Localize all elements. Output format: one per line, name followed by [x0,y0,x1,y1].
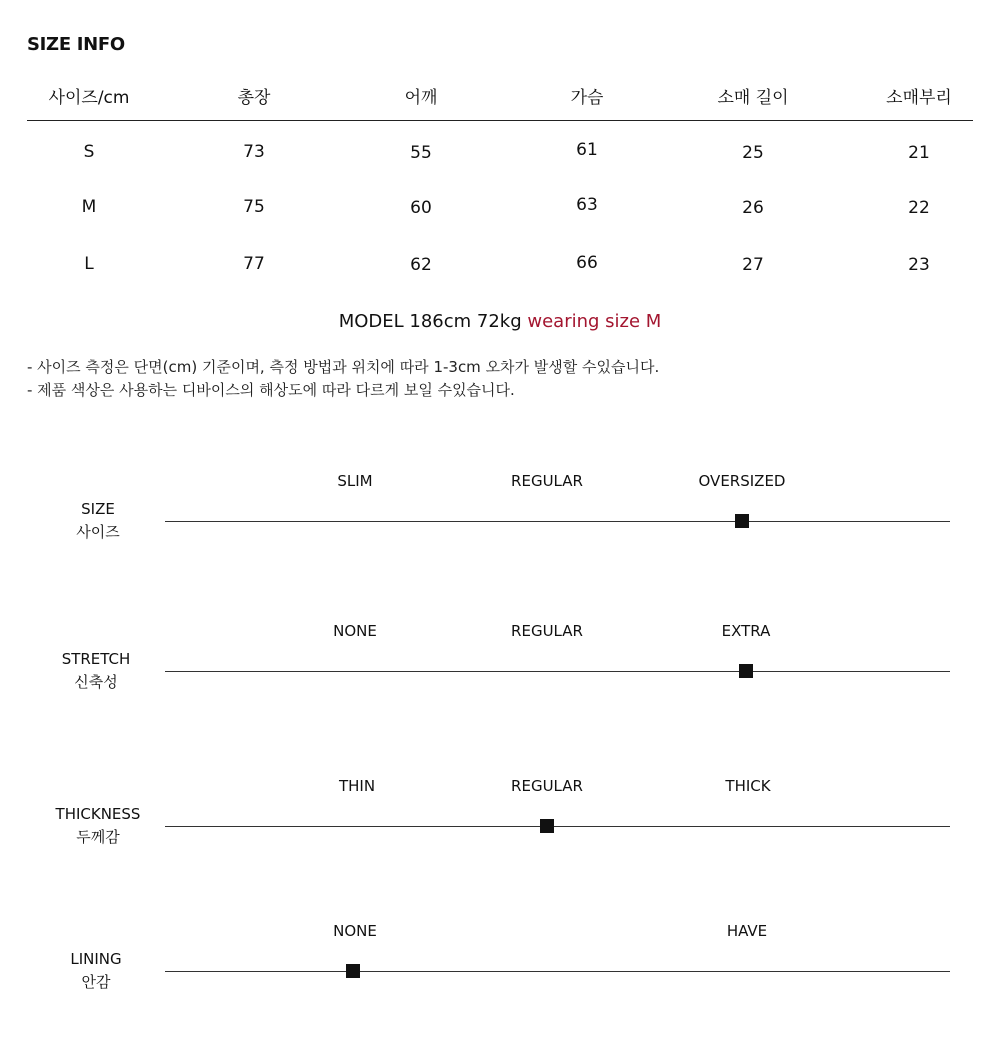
header-sleeve-length: 소매 길이 [717,88,789,108]
scale-line [165,671,950,672]
note-measurement: - 사이즈 측정은 단면(cm) 기준이며, 측정 방법과 위치에 따라 1-3cm 오차가 발생할 수있습니다. [27,358,660,376]
header-size: 사이즈/cm [48,88,130,108]
attribute-label-ko: 신축성 [74,673,118,691]
model-stats: MODEL 186cm 72kg [338,311,522,332]
attribute-label-en: STRETCH [61,650,131,668]
sleeve-length-cell: 25 [742,143,764,163]
tick-extra: EXTRA [721,622,771,640]
chest-cell: 63 [576,195,598,215]
scale-line [165,826,950,827]
attribute-label [28,803,168,849]
header-shoulder: 어깨 [404,88,438,108]
attribute-label-ko: 두께감 [76,828,120,846]
tick-oversized: OVERSIZED [698,472,786,490]
size-cell: L [84,254,94,274]
attribute-label [28,498,168,544]
header-sleeve-cuff: 소매부리 [886,88,952,108]
scale-marker [346,964,360,978]
shoulder-cell: 60 [410,198,432,218]
tick-none: NONE [333,922,377,940]
attribute-label-en: THICKNESS [55,805,141,823]
tick-thin: THIN [338,777,376,795]
shoulder-cell: 62 [410,255,432,275]
size-cell: M [81,197,97,217]
attribute-label-ko: 안감 [81,973,111,991]
scale-marker [739,664,753,678]
tick-thick: THICK [725,777,771,795]
total-length-cell: 77 [243,254,265,274]
size-cell: S [83,142,95,162]
model-info [0,311,1000,332]
attribute-label-ko: 사이즈 [76,523,120,541]
total-length-cell: 73 [243,142,265,162]
tick-have: HAVE [726,922,768,940]
header-divider [27,120,973,121]
sleeve-length-cell: 27 [742,255,764,275]
header-chest: 가슴 [570,88,604,108]
attribute-label-en: SIZE [81,500,115,518]
tick-regular: REGULAR [511,777,583,795]
chest-cell: 66 [576,253,598,273]
attribute-label-en: LINING [70,950,122,968]
attribute-label [26,948,166,994]
tick-slim: SLIM [337,472,373,490]
scale-line [165,971,950,972]
size-info-title: SIZE INFO [27,34,125,55]
tick-none: NONE [333,622,377,640]
model-wearing-size: wearing size M [527,311,662,332]
chest-cell: 61 [576,140,598,160]
tick-regular: REGULAR [511,622,583,640]
sleeve-cuff-cell: 22 [908,198,930,218]
scale-line [165,521,950,522]
tick-regular: REGULAR [511,472,583,490]
sleeve-length-cell: 26 [742,198,764,218]
shoulder-cell: 55 [410,143,432,163]
note-color: - 제품 색상은 사용하는 디바이스의 해상도에 따라 다르게 보일 수있습니다. [27,381,515,399]
sleeve-cuff-cell: 21 [908,143,930,163]
scale-marker [735,514,749,528]
header-total-length: 총장 [237,88,271,108]
attribute-label [26,648,166,694]
sleeve-cuff-cell: 23 [908,255,930,275]
scale-marker [540,819,554,833]
total-length-cell: 75 [243,197,265,217]
